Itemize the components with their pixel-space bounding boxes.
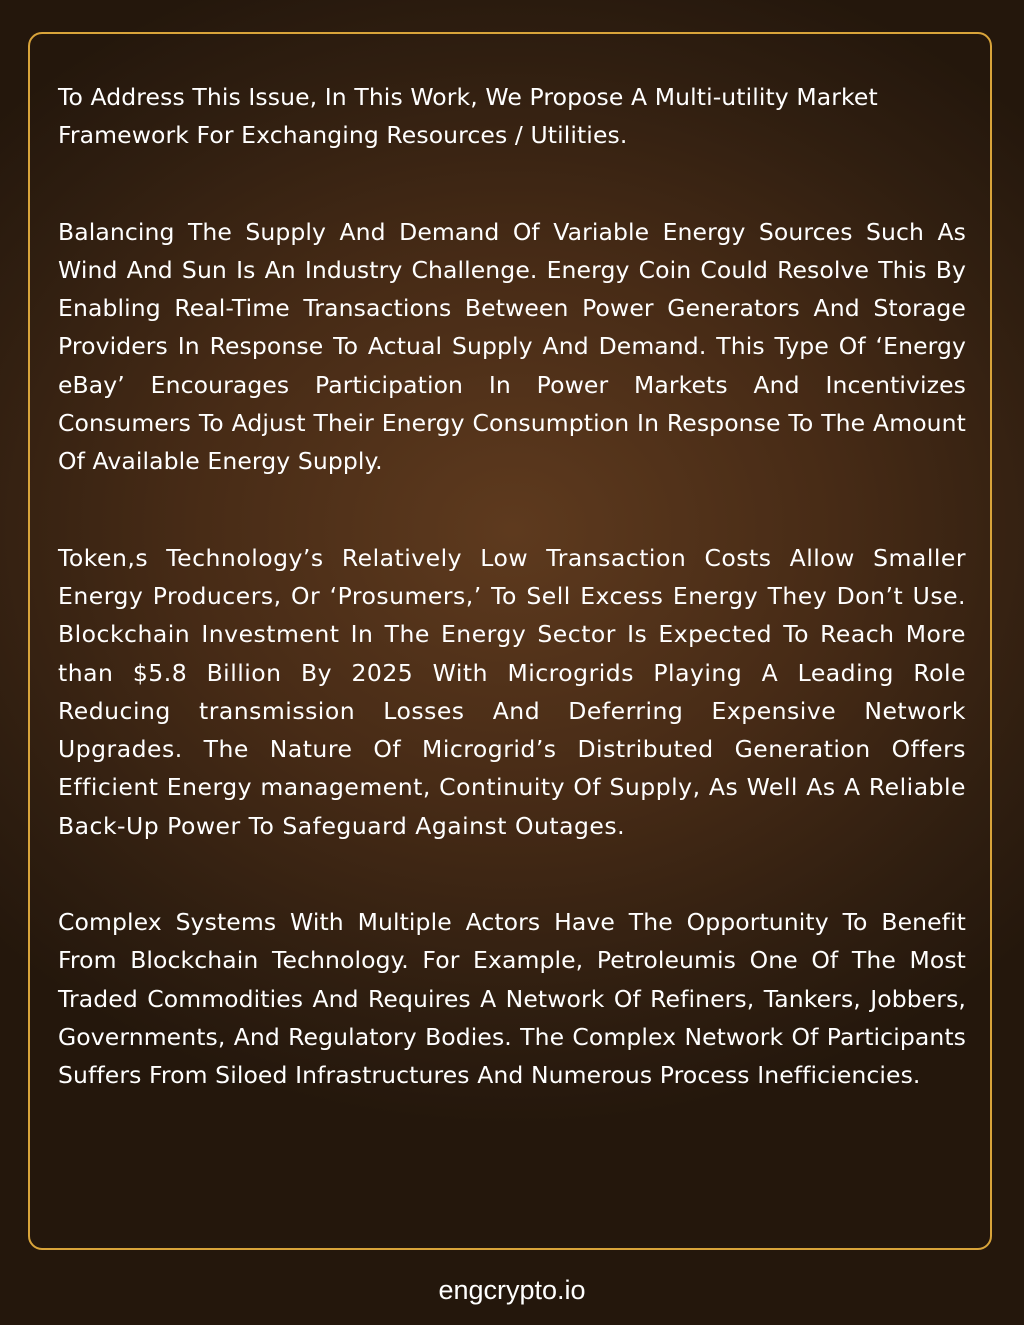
footer-site-link[interactable]: engcrypto.io <box>438 1275 586 1305</box>
paragraph-intro: To Address This Issue, In This Work, We Propose A Multi-utility Market Framework For Exchanging Resources / Utilities. <box>58 83 878 150</box>
document-body <box>58 78 966 1095</box>
paragraph-token-technology: Token,s Technology’s Relatively Low Transaction Costs Allow Smaller Energy Producers, Or ‘Prosumers,’ To Sell Excess Energy They Don’t Use. Blockchain Investment In The Energy Sector Is Expected To Reach More than $5.8 Billion By 2025 With Microgrids Playing A Leading Role Reducing transmission Losses And Deferring Expensive Network Upgrades. The Nature Of Microgrid’s Distributed Generation Offers Efficient Energy management, Continuity Of Supply, As Well As A Reliable Back-Up Power To Safeguard Against Outages. <box>58 543 966 840</box>
paragraph-energy-balancing: Balancing The Supply And Demand Of Variable Energy Sources Such As Wind And Sun Is An Industry Challenge. Energy Coin Could Resolve This By Enabling Real-Time Transactions Between Power Generators And Storage Providers In Response To Actual Supply And Demand. This Type Of ‘Energy eBay’ Encourages Participation In Power Markets And Incentivizes Consumers To Adjust Their Energy Consumption In Response To The Amount Of Available Energy Supply. <box>58 217 966 476</box>
paragraph-complex-systems: Complex Systems With Multiple Actors Have The Opportunity To Benefit From Blockchain Technology. For Example, Petroleumis One Of The Most Traded Commodities And Requires A Network Of Refiners, Tankers, Jobbers, Governments, And Regulatory Bodies. The Complex Network Of Participants Suffers From Siloed Infrastructures And Numerous Process Inefficiencies. <box>58 908 966 1090</box>
